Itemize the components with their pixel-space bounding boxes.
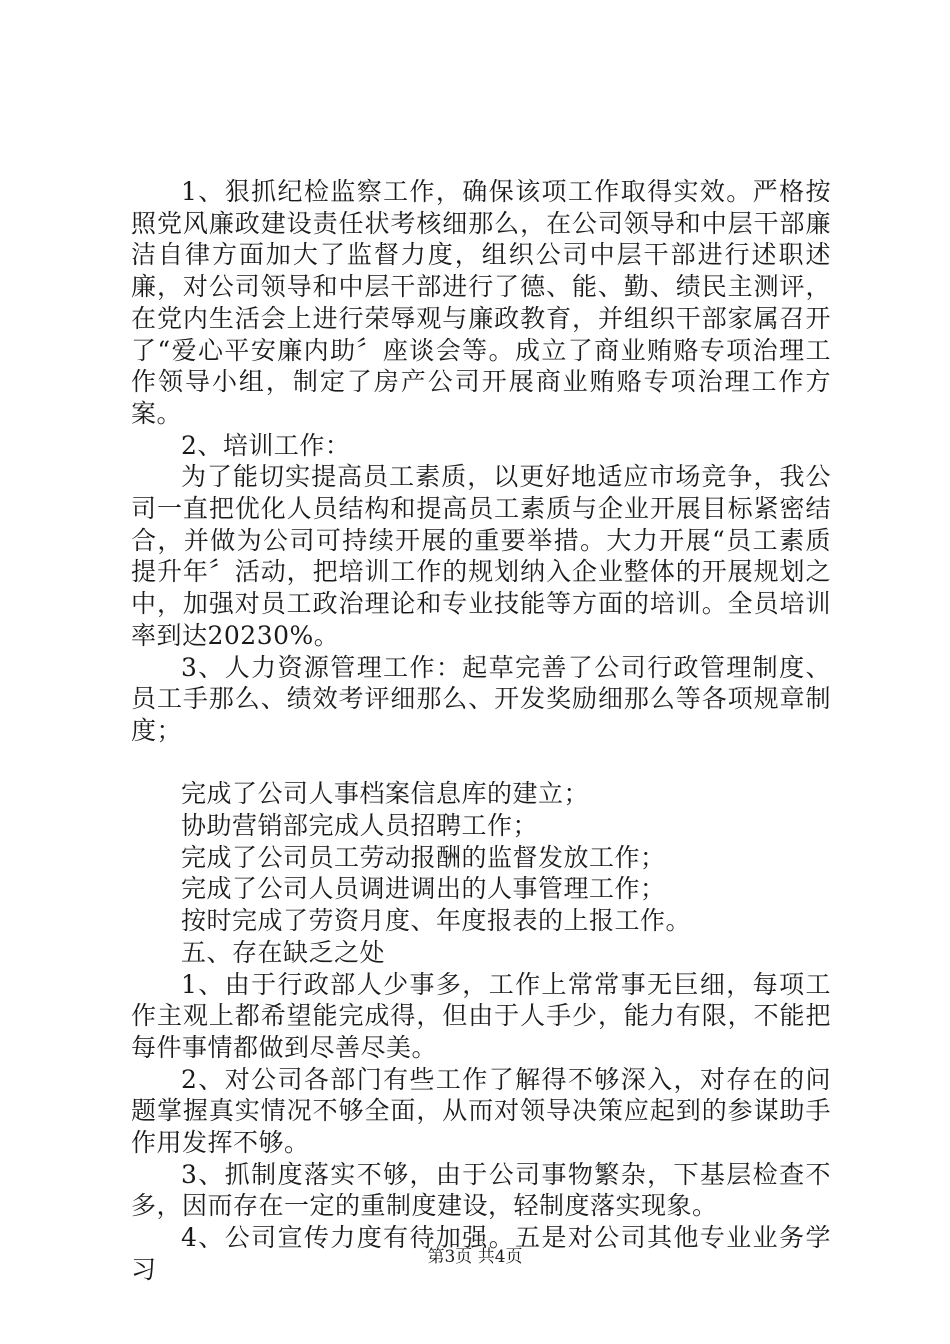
paragraph-shortcoming-2: 2、对公司各部门有些工作了解得不够深入，对存在的问题掌握真实情况不够全面，从而对领导决策应起到的参谋助手作用发挥不够。 <box>131 1064 831 1158</box>
document-body <box>131 176 831 1286</box>
paragraph-hr-item-recruit: 协助营销部完成人员招聘工作； <box>181 811 539 841</box>
paragraph-discipline-inspection: 1、狠抓纪检监察工作，确保该项工作取得实效。严格按照党风廉政建设责任状考核细那么，在公司领导和中层干部廉洁自律方面加大了监督力度，组织公司中层干部进行述职述廉，对公司领导和中层干部进行了德、能、勤、绩民主测评，在党内生活会上进行荣辱观与廉政教育，并组织干部家属召开了“爱心平安廉内助〞座谈会等。成立了商业贿赂专项治理工作领导小组，制定了房产公司开展商业贿赂专项治理工作方案。 <box>131 177 831 428</box>
page-number-label: 第3页 共4页 <box>427 1247 523 1267</box>
paragraph-training-heading: 2、培训工作： <box>181 430 351 460</box>
paragraph-shortcoming-1: 1、由于行政部人少事多，工作上常常事无巨细，每项工作主观上都希望能完成得，但由于人手少，能力有限，不能把每件事情都做到尽善尽美。 <box>131 969 831 1062</box>
paragraph-hr-item-transfer: 完成了公司人员调进调出的人事管理工作； <box>181 874 666 904</box>
page-footer <box>0 1245 950 1269</box>
paragraph-spacer <box>131 747 831 779</box>
paragraph-shortcoming-3: 3、抓制度落实不够，由于公司事物繁杂，下基层检查不多，因而存在一定的重制度建设，轻制度落实现象。 <box>131 1159 831 1221</box>
paragraph-hr-item-payroll: 完成了公司员工劳动报酬的监督发放工作； <box>181 842 666 872</box>
paragraph-hr-item-report: 按时完成了劳资月度、年度报表的上报工作。 <box>181 906 692 936</box>
paragraph-hr-management: 3、人力资源管理工作：起草完善了公司行政管理制度、员工手那么、绩效考评细那么、开发奖励细那么等各项规章制度； <box>131 652 831 745</box>
paragraph-training-body: 为了能切实提高员工素质，以更好地适应市场竞争，我公司一直把优化人员结构和提高员工素质与企业开展目标紧密结合，并做为公司可持续开展的重要举措。大力开展“员工素质提升年〞活动，把培训工作的规划纳入企业整体的开展规划之中，加强对员工政治理论和专业技能等方面的培训。全员培训率到达20230%。 <box>131 462 831 650</box>
paragraph-shortcoming-4: 4、公司宣传力度有待加强。五是对公司其他专业业务学习 <box>131 1223 831 1284</box>
paragraph-hr-item-archive: 完成了公司人事档案信息库的建立； <box>181 779 590 809</box>
section-heading-shortcomings: 五、存在缺乏之处 <box>181 937 386 967</box>
